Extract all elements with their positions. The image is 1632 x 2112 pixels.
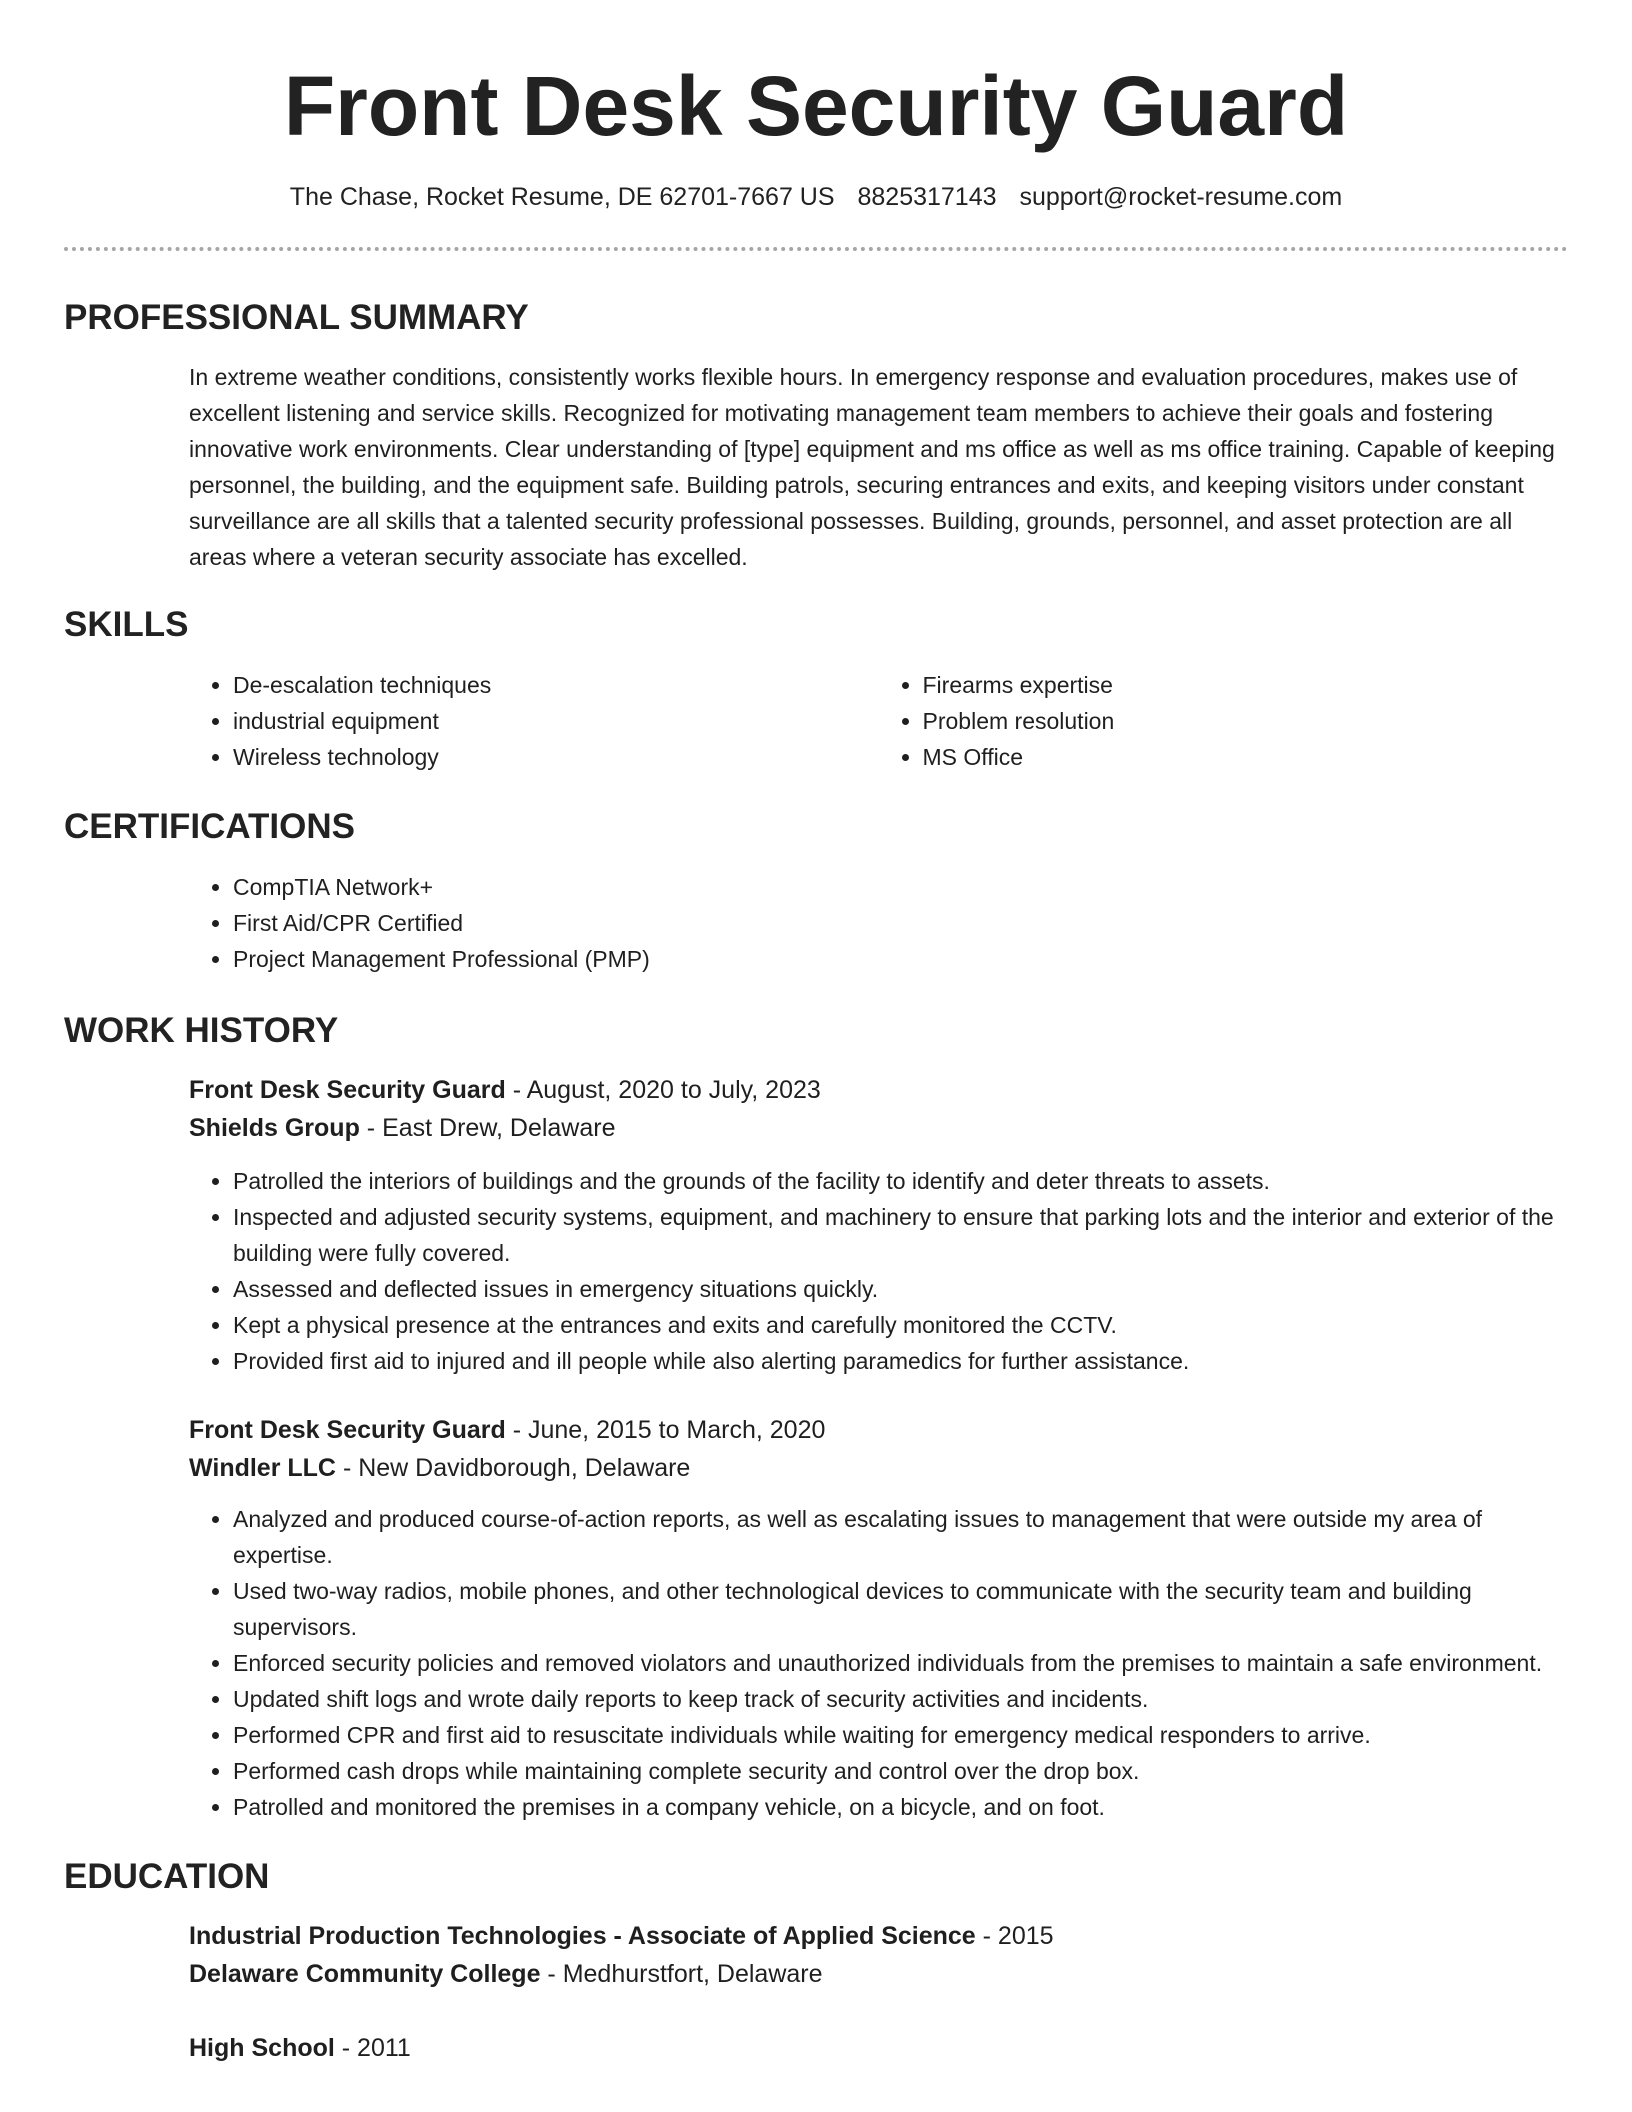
education-degree-line [189, 2029, 1568, 2067]
job-company-line [189, 1449, 1568, 1487]
job-bullets [189, 1163, 1568, 1379]
email: support@rocket-resume.com [1019, 183, 1343, 211]
list-item: • Project Management Professional (PMP) [233, 941, 1568, 977]
job-location: - East Drew, Delaware [359, 1114, 616, 1142]
list-item: • Analyzed and produced course-of-action reports, as well as escalating issues to management that were outside my area of expertise. [233, 1501, 1568, 1573]
section-title-education: EDUCATION [64, 1857, 270, 1896]
list-item: • De-escalation techniques [233, 667, 879, 703]
education-entry [64, 1917, 1568, 1993]
education-degree-line [189, 1917, 1568, 1955]
divider [64, 247, 1568, 251]
list-item: • First Aid/CPR Certified [233, 905, 1568, 941]
job-dates: - June, 2015 to March, 2020 [505, 1416, 826, 1444]
list-item: • Performed cash drops while maintaining complete security and control over the drop box. [233, 1753, 1568, 1789]
list-item: • Assessed and deflected issues in emergency situations quickly. [233, 1271, 1568, 1307]
education-year: - 2011 [334, 2034, 411, 2062]
education-location: - Medhurstfort, Delaware [540, 1960, 823, 1988]
certifications-list [189, 869, 1568, 977]
list-item: • Inspected and adjusted security systems, equipment, and machinery to ensure that parking lots and the interior and exterior of the building were fully covered. [233, 1199, 1568, 1271]
education-entry [64, 2029, 1568, 2067]
job-company: Windler LLC [189, 1454, 336, 1482]
candidate-name: Front Desk Security Guard [283, 59, 1349, 153]
list-item: • Enforced security policies and removed violators and unauthorized individuals from the premises to maintain a safe environment. [233, 1645, 1568, 1681]
address: The Chase, Rocket Resume, DE 62701-7667 US [289, 183, 835, 211]
job-company-line [189, 1109, 1568, 1147]
list-item: • Patrolled and monitored the premises in a company vehicle, on a bicycle, and on foot. [233, 1789, 1568, 1825]
education-degree: Industrial Production Technologies - Associate of Applied Science [189, 1922, 976, 1950]
job-role: Front Desk Security Guard [189, 1416, 506, 1444]
list-item: • Provided first aid to injured and ill people while also alerting paramedics for further assistance. [233, 1343, 1568, 1379]
job-company: Shields Group [189, 1114, 360, 1142]
list-item: • Updated shift logs and wrote daily reports to keep track of security activities and incidents. [233, 1681, 1568, 1717]
job-entry [64, 1071, 1568, 1379]
education-school-line [189, 1955, 1568, 1993]
section-title-work-history: WORK HISTORY [64, 1011, 339, 1050]
job-title-line [189, 1071, 1568, 1109]
list-item: • industrial equipment [233, 703, 879, 739]
education-year: - 2015 [975, 1922, 1054, 1950]
skills-list [64, 667, 1568, 775]
skills-column-right [879, 667, 1569, 775]
job-title-line [189, 1411, 1568, 1449]
job-dates: - August, 2020 to July, 2023 [505, 1076, 821, 1104]
education-school: Delaware Community College [189, 1960, 541, 1988]
list-item: • Problem resolution [923, 703, 1569, 739]
list-item: • Patrolled the interiors of buildings and the grounds of the facility to identify and deter threats to assets. [233, 1163, 1568, 1199]
contact-line [64, 182, 1568, 212]
list-item: • MS Office [923, 739, 1569, 775]
list-item: • Kept a physical presence at the entrances and exits and carefully monitored the CCTV. [233, 1307, 1568, 1343]
section-title-summary: PROFESSIONAL SUMMARY [64, 298, 529, 337]
job-bullets [189, 1501, 1568, 1825]
list-item: • Performed CPR and first aid to resuscitate individuals while waiting for emergency medical responders to arrive. [233, 1717, 1568, 1753]
list-item: • Wireless technology [233, 739, 879, 775]
list-item: • Firearms expertise [923, 667, 1569, 703]
job-role: Front Desk Security Guard [189, 1076, 506, 1104]
education-degree: High School [189, 2034, 335, 2062]
phone: 8825317143 [857, 183, 997, 211]
job-location: - New Davidborough, Delaware [336, 1454, 691, 1482]
list-item: • CompTIA Network+ [233, 869, 1568, 905]
skills-column-left [189, 667, 879, 775]
list-item: • Used two-way radios, mobile phones, and other technological devices to communicate with the security team and building supervisors. [233, 1573, 1568, 1645]
resume-page [64, 0, 1568, 2067]
section-title-certifications: CERTIFICATIONS [64, 807, 356, 846]
summary-text: In extreme weather conditions, consistently works flexible hours. In emergency response and evaluation procedures, makes use of excellent listening and service skills. Recognized for motivating management team members to achieve their goals and fostering innovative work environments. Clear understanding of [type] equipment and ms office as well as ms office training. Capable of keeping personnel, the building, and the equipment safe. Building patrols, securing entrances and exits, and keeping visitors under constant surveillance are all skills that a talented security professional possesses. Building, grounds, personnel, and asset protection are all areas where a veteran security associate has excelled. [189, 364, 1555, 570]
job-entry [64, 1411, 1568, 1825]
section-title-skills: SKILLS [64, 605, 189, 644]
